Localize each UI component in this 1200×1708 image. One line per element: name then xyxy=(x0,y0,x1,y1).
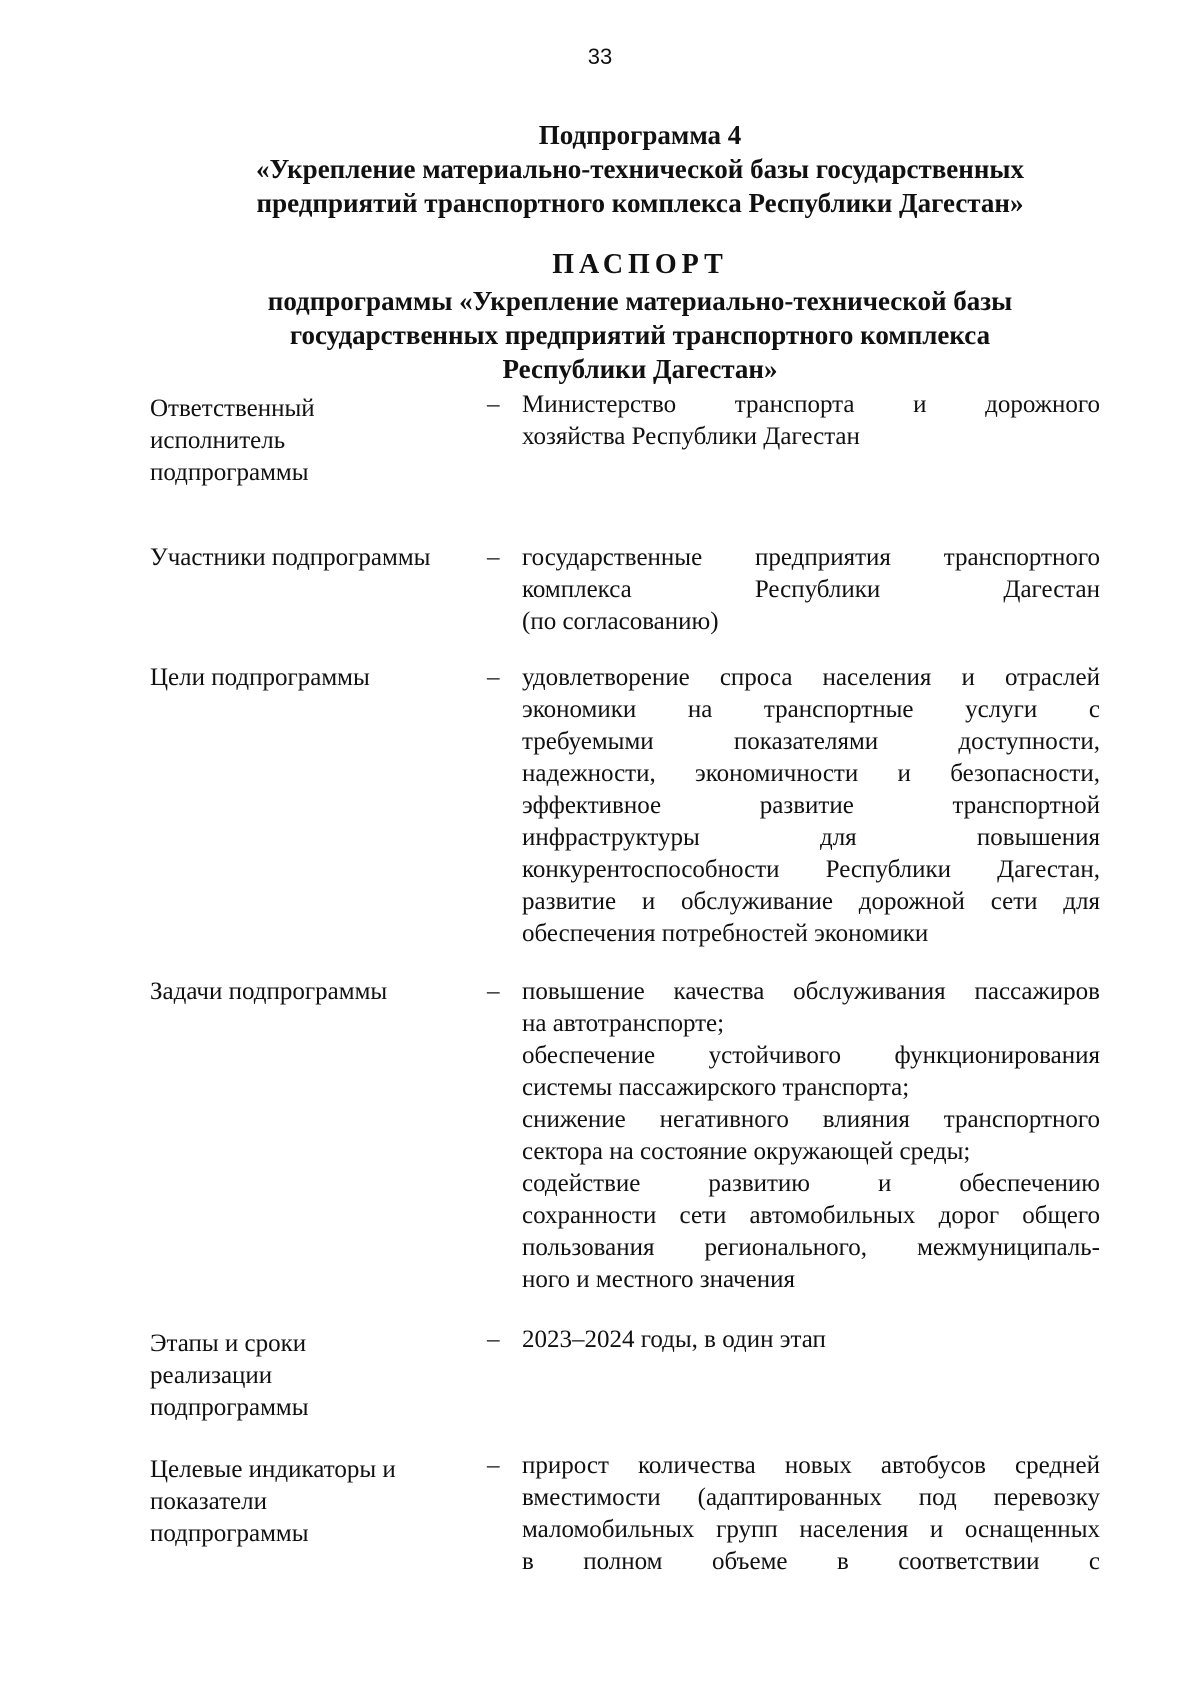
row-value xyxy=(522,1450,1100,1578)
value-line: системы пассажирского транспорта; xyxy=(522,1074,910,1101)
row-label xyxy=(150,393,480,489)
subprogram-title xyxy=(180,118,1100,220)
value-line: развитие и обслуживание дорожной сети для xyxy=(522,888,1100,915)
row-label xyxy=(150,1454,480,1550)
value-line: государственные предприятия транспортного xyxy=(522,544,1100,571)
row-value xyxy=(522,976,1100,1296)
label-line: Целевые индикаторы и xyxy=(150,1456,396,1483)
label-line: реализации xyxy=(150,1362,273,1389)
value-line: маломобильных групп населения и оснащенных xyxy=(522,1516,1100,1543)
row-dash: – xyxy=(487,391,500,418)
value-line: Министерство транспорта и дорожного xyxy=(522,391,1100,418)
value-line: сектора на состояние окружающей среды; xyxy=(522,1138,971,1165)
value-line: прирост количества новых автобусов средней xyxy=(522,1452,1100,1479)
value-line: обеспечения потребностей экономики xyxy=(522,920,929,947)
value-line: 2023–2024 годы, в один этап xyxy=(522,1326,826,1353)
subprogram-title-line: предприятий транспортного комплекса Республики Дагестан» xyxy=(256,188,1024,218)
row-value xyxy=(522,542,1100,638)
passport-title-line: подпрограммы «Укрепление материально-технической базы xyxy=(267,286,1013,316)
page-number: 33 xyxy=(587,44,613,69)
row-dash: – xyxy=(487,664,500,691)
value-line: в полном объеме в соответствии с xyxy=(522,1548,1100,1575)
label-line: исполнитель xyxy=(150,427,286,454)
row-label xyxy=(150,1328,480,1424)
value-line: повышение качества обслуживания пассажиров xyxy=(522,978,1100,1005)
label-line: Этапы и сроки xyxy=(150,1330,307,1357)
label-line: Задачи подпрограммы xyxy=(150,978,388,1005)
value-line: удовлетворение спроса населения и отраслей xyxy=(522,664,1100,691)
row-value xyxy=(522,1324,1100,1356)
label-line: Участники подпрограммы xyxy=(150,544,431,571)
label-line: подпрограммы xyxy=(150,459,309,486)
row-value xyxy=(522,389,1100,453)
value-line: обеспечение устойчивого функционирования xyxy=(522,1042,1100,1069)
row-label xyxy=(150,542,480,574)
label-line: показатели xyxy=(150,1488,267,1515)
value-line: надежности, экономичности и безопасности, xyxy=(522,760,1100,787)
value-line: ного и местного значения xyxy=(522,1266,795,1293)
value-line: инфраструктуры для повышения xyxy=(522,824,1100,851)
row-dash: – xyxy=(487,1326,500,1353)
row-value xyxy=(522,662,1100,950)
value-line: требуемыми показателями доступности, xyxy=(522,728,1100,755)
row-label xyxy=(150,976,480,1008)
passport-heading: ПАСПОРТ xyxy=(552,249,728,280)
label-line: подпрограммы xyxy=(150,1520,309,1547)
value-line: эффективное развитие транспортной xyxy=(522,792,1100,819)
value-line: комплекса Республики Дагестан xyxy=(522,576,1100,603)
passport-title xyxy=(180,248,1100,386)
row-label xyxy=(150,662,480,694)
subprogram-title-line: Подпрограмма 4 xyxy=(538,120,742,150)
row-dash: – xyxy=(487,1452,500,1479)
label-line: Ответственный xyxy=(150,395,315,422)
value-line: вместимости (адаптированных под перевозку xyxy=(522,1484,1100,1511)
value-line: на автотранспорте; xyxy=(522,1010,725,1037)
value-line: хозяйства Республики Дагестан xyxy=(522,423,860,450)
value-line: конкурентоспособности Республики Дагестан, xyxy=(522,856,1100,883)
row-dash: – xyxy=(487,544,500,571)
value-line: содействие развитию и обеспечению xyxy=(522,1170,1100,1197)
value-line: сохранности сети автомобильных дорог общего xyxy=(522,1202,1100,1229)
subprogram-title-line: «Укрепление материально-технической базы государственных xyxy=(256,154,1024,184)
value-line: (по согласованию) xyxy=(522,608,719,635)
passport-title-line: Республики Дагестан» xyxy=(502,354,778,384)
label-line: Цели подпрограммы xyxy=(150,664,370,691)
passport-title-line: государственных предприятий транспортного комплекса xyxy=(289,320,991,350)
value-line: снижение негативного влияния транспортного xyxy=(522,1106,1100,1133)
value-line: экономики на транспортные услуги с xyxy=(522,696,1100,723)
row-dash: – xyxy=(487,978,500,1005)
value-line: пользования регионального, межмуниципаль- xyxy=(522,1234,1100,1261)
label-line: подпрограммы xyxy=(150,1394,309,1421)
